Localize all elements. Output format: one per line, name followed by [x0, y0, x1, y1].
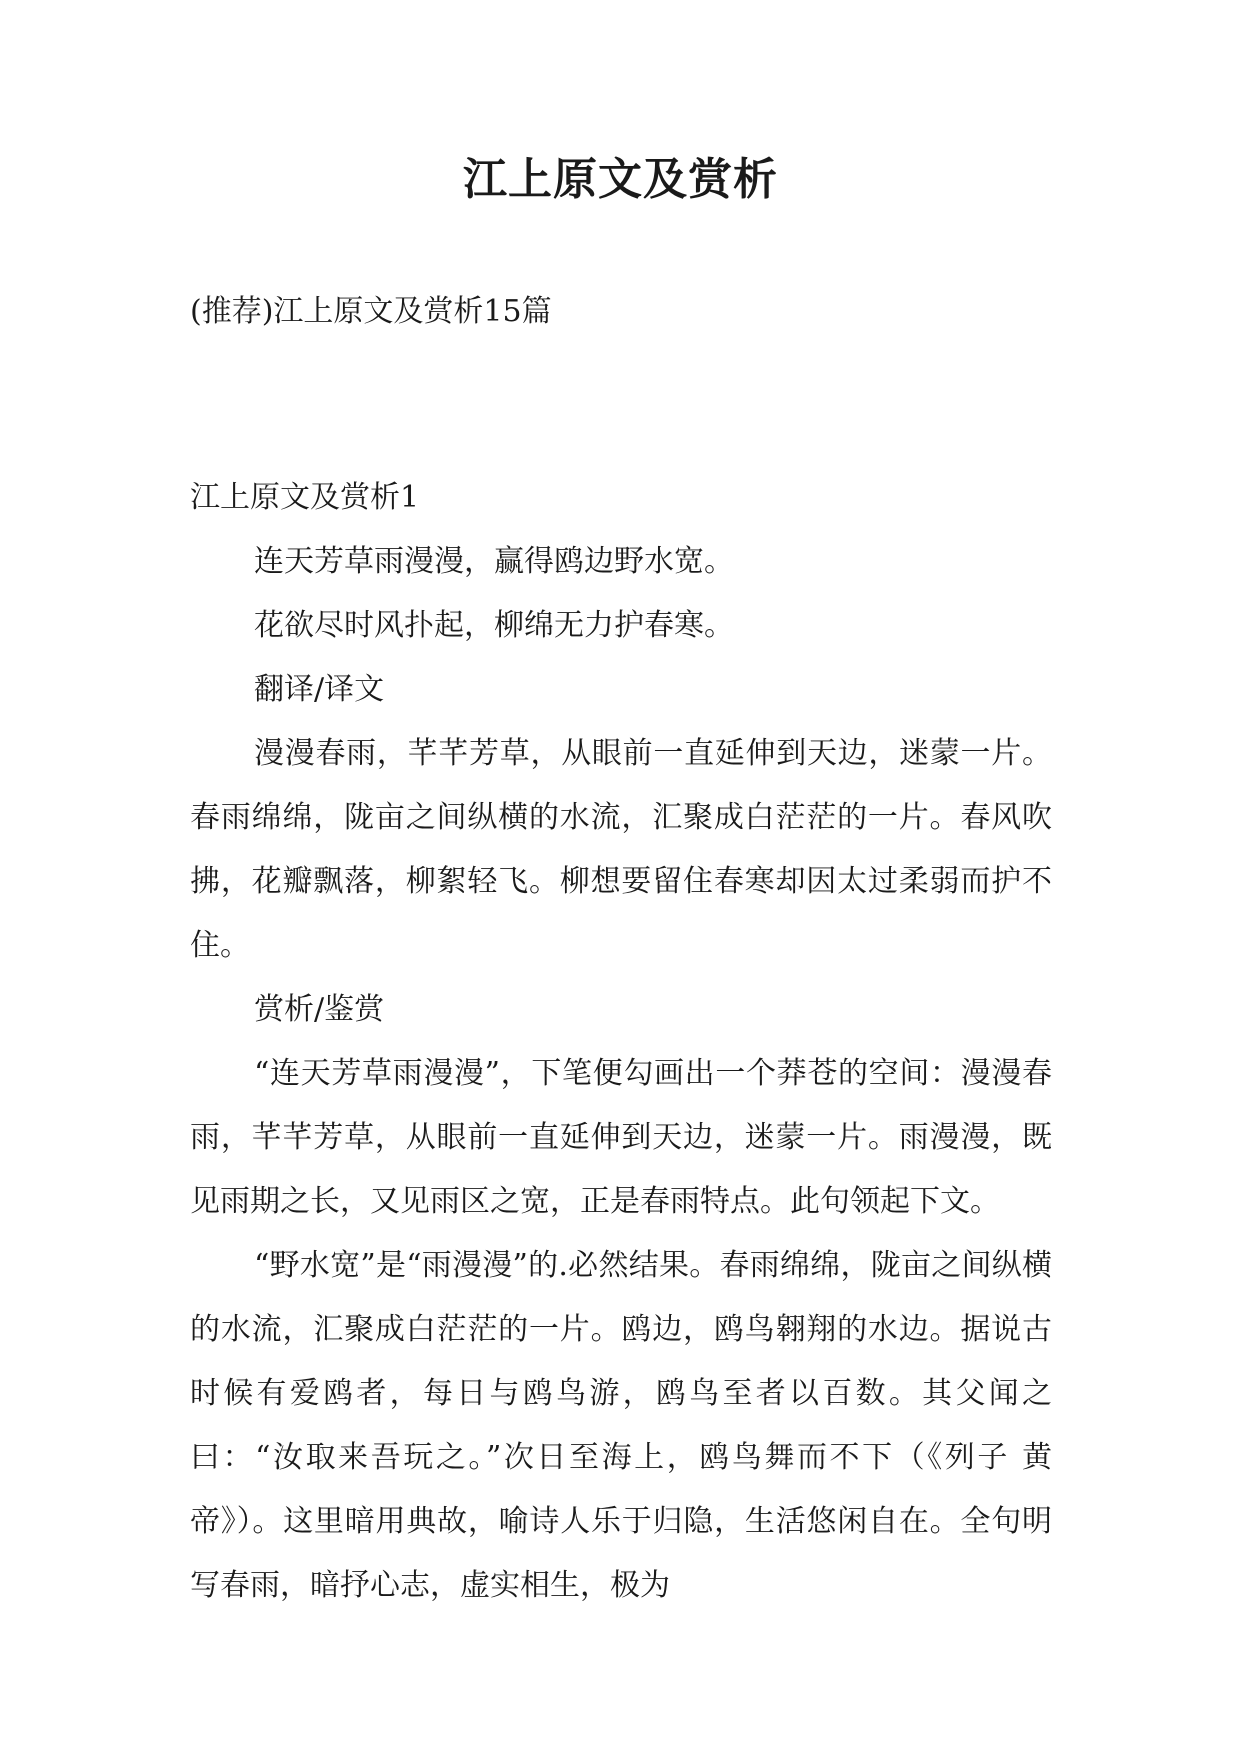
poem-line-2: 花欲尽时风扑起，柳绵无力护春寒。: [254, 608, 734, 643]
poem-line-1: 连天芳草雨漫漫，赢得鸥边野水宽。: [254, 544, 734, 579]
translation-heading: 翻译/译文: [254, 672, 385, 707]
page-title: 江上原文及赏析: [463, 154, 778, 205]
section-heading: 江上原文及赏析1: [190, 480, 420, 515]
document-subtitle: (推荐)江上原文及赏析15篇: [190, 294, 552, 329]
appreciation-heading: 赏析/鉴赏: [254, 992, 385, 1027]
appreciation-paragraph-1: “连天芳草雨漫漫”，下笔便勾画出一个莽苍的空间：漫漫春雨，芊芊芳草，从眼前一直延伸到天边，迷蒙一片。雨漫漫，既见雨期之长，又见雨区之宽，正是春雨特点。此句领起下文。: [190, 1056, 1052, 1219]
appreciation-paragraph-2: “野水宽”是“雨漫漫”的.必然结果。春雨绵绵，陇亩之间纵横的水流，汇聚成白茫茫的一片。鸥边，鸥鸟翱翔的水边。据说古时候有爱鸥者，每日与鸥鸟游，鸥鸟至者以百数。其父闻之曰：“汝取来吾玩之。”次日至海上，鸥鸟舞而不下（《列子 黄帝》）。这里暗用典故，喻诗人乐于归隐，生活悠闲自在。全句明写春雨，暗抒心志，虚实相生，极为: [190, 1248, 1052, 1603]
translation-paragraph: 漫漫春雨，芊芊芳草，从眼前一直延伸到天边，迷蒙一片。春雨绵绵，陇亩之间纵横的水流，汇聚成白茫茫的一片。春风吹拂，花瓣飘落，柳絮轻飞。柳想要留住春寒却因太过柔弱而护不住。: [190, 736, 1052, 963]
document-body: [190, 466, 1052, 1618]
